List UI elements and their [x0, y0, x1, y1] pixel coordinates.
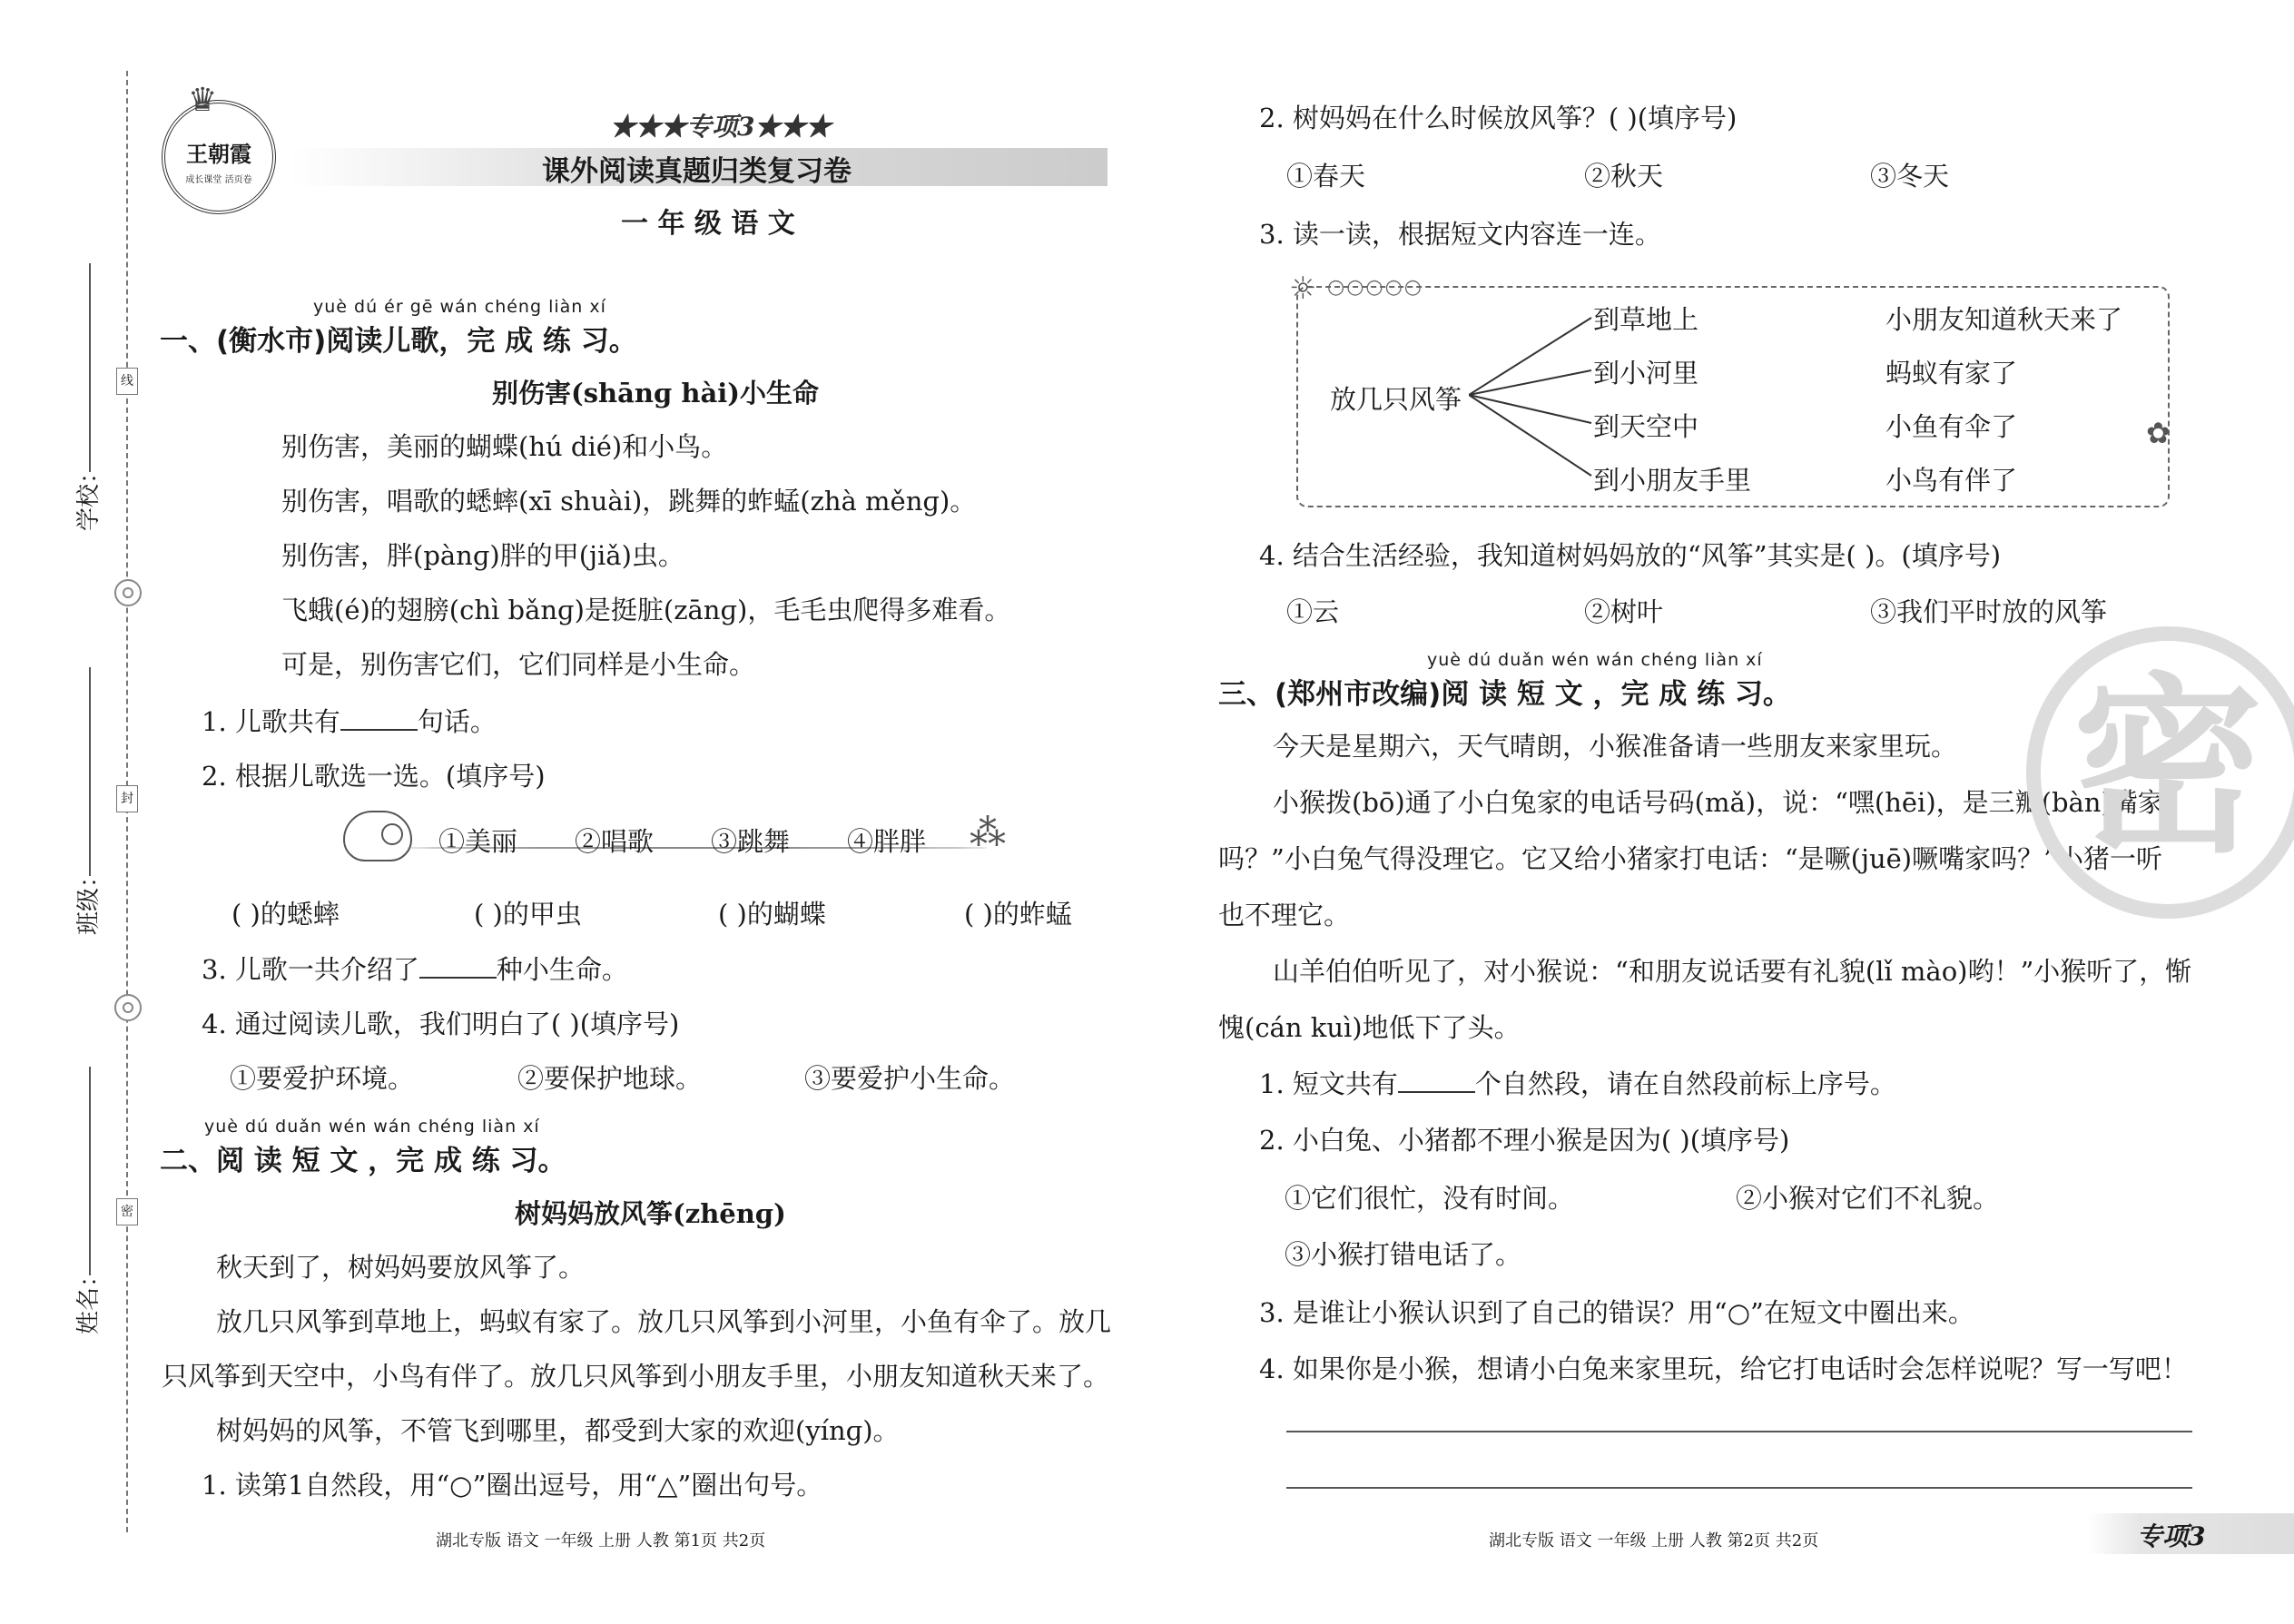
match-right-item[interactable]: 小鱼有伞了 [1885, 411, 2018, 442]
poem-line: 别伤害，美丽的蝴蝶(hú dié)和小鸟。 [281, 431, 728, 462]
question-2: 2. 小白兔、小猪都不理小猴是因为( )(填序号) [1259, 1125, 1790, 1156]
sun-icon: ☼ [1289, 271, 1317, 307]
question-2: 2. 根据儿歌选一选。(填序号) [202, 761, 546, 792]
question-1 [202, 702, 497, 739]
question-text: 3. 儿歌一共介绍了 [202, 954, 419, 985]
passage-paragraph: 也不理它。 [1218, 900, 1351, 930]
match-left-item[interactable]: 到草地上 [1593, 304, 1699, 335]
match-right-item[interactable]: 小鸟有伴了 [1885, 465, 2018, 496]
match-right-item[interactable]: 蚂蚁有家了 [1885, 358, 2018, 389]
option-item: ①云 [1286, 596, 1340, 627]
cloud-decoration: ○○○○○ [1327, 276, 1423, 299]
fill-item[interactable]: ( )的蝴蝶 [718, 899, 826, 930]
question-1 [1259, 1064, 1896, 1101]
class-label: 班级： [75, 863, 103, 935]
connector-lines [1469, 309, 1596, 481]
school-field[interactable] [89, 263, 91, 472]
answer-line[interactable] [1286, 1431, 2192, 1432]
sheep-icon [343, 811, 412, 861]
option-item: ③小猴打错电话了。 [1285, 1239, 1522, 1270]
question-text: 1. 短文共有 [1259, 1068, 1398, 1099]
answer-blank[interactable] [340, 729, 418, 731]
section1-heading: 一、(衡水市)阅读儿歌，完 成 练 习。 [160, 325, 637, 358]
flower-icon: ✿ [2146, 416, 2171, 450]
question-4: 4. 结合生活经验，我知道树妈妈放的“风筝”其实是( )。(填序号) [1259, 540, 2002, 571]
section-tag-label: 专项3 [2137, 1521, 2206, 1551]
passage-paragraph: 秋天到了，树妈妈要放风筝了。 [216, 1252, 586, 1283]
doc-subtitle: 一 年 级 语 文 [621, 208, 795, 240]
section3-heading: 三、(郑州市改编)阅 读 短 文 ，完 成 练 习。 [1218, 678, 1791, 711]
passage-paragraph: 树妈妈的风筝，不管飞到哪里，都受到大家的欢迎(yínɡ)。 [216, 1415, 900, 1446]
option-item: ①它们很忙，没有时间。 [1285, 1183, 1575, 1214]
option-item: ③跳舞 [711, 826, 791, 857]
option-item: ①要爱护环境。 [230, 1063, 415, 1094]
option-item: ②要保护地球。 [517, 1063, 703, 1094]
school-label: 学校： [75, 459, 103, 531]
footer-left: 湖北专版 语文 一年级 上册 人教 第1页 共2页 [436, 1531, 766, 1550]
margin-ornament [114, 994, 142, 1021]
poem-line: 别伤害，唱歌的蟋蟀(xī shuài)，跳舞的蚱蜢(zhà měnɡ)。 [281, 486, 977, 517]
passage-paragraph: 今天是星期六，天气晴朗，小猴准备请一些朋友来家里玩。 [1273, 731, 1958, 762]
passage-paragraph: 愧(cán kuì)地低下了头。 [1218, 1012, 1521, 1043]
passage-paragraph: 放几只风筝到草地上，蚂蚁有家了。放几只风筝到小河里，小鱼有伞了。放几 [216, 1306, 1112, 1337]
seal-tag-secret: 密 [116, 1198, 138, 1225]
question-text: 个自然段，请在自然段前标上序号。 [1474, 1068, 1896, 1099]
option-item: ①春天 [1286, 161, 1366, 192]
question-4: 4. 通过阅读儿歌，我们明白了( )(填序号) [202, 1009, 680, 1039]
question-text: 种小生命。 [496, 954, 628, 985]
question-1: 1. 读第1自然段，用“○”圈出逗号，用“△”圈出句号。 [202, 1470, 823, 1501]
match-right-item[interactable]: 小朋友知道秋天来了 [1885, 304, 2123, 335]
pinyin-annotation: yuè dú duǎn wén wán chéng liàn xí [1427, 650, 1763, 670]
question-3: 3. 读一读，根据短文内容连一连。 [1259, 219, 1661, 250]
question-text: 句话。 [417, 706, 497, 737]
question-3 [202, 950, 628, 987]
passage-paragraph: 山羊伯伯听见了，对小猴说：“和朋友说话要有礼貌(lǐ mào)哟！”小猴听了，惭 [1273, 956, 2192, 987]
answer-line[interactable] [1286, 1487, 2192, 1489]
option-strip [343, 811, 1026, 863]
option-item: ①美丽 [438, 826, 518, 857]
pinyin-annotation: yuè dú ér gē wán chéng liàn xí [313, 297, 606, 317]
footer-right: 湖北专版 语文 一年级 上册 人教 第2页 共2页 [1489, 1531, 1819, 1550]
margin-ornament [114, 579, 142, 606]
fill-item[interactable]: ( )的蚱蜢 [964, 899, 1072, 930]
section2-heading: 二、阅 读 短 文 ，完 成 练 习。 [160, 1145, 566, 1177]
answer-blank[interactable] [1398, 1091, 1475, 1093]
class-field[interactable] [89, 667, 91, 876]
match-center: 放几只风筝 [1330, 384, 1462, 415]
question-3: 3. 是谁让小猴认识到了自己的错误？用“○”在短文中圈出来。 [1259, 1297, 1974, 1328]
doc-title: 课外阅读真题归类复习卷 [542, 155, 852, 188]
match-left-item[interactable]: 到天空中 [1593, 411, 1699, 442]
option-item: ②树叶 [1584, 596, 1664, 627]
match-left-item[interactable]: 到小河里 [1593, 358, 1699, 389]
option-item: ②唱歌 [575, 826, 655, 857]
seal-tag-line: 线 [116, 368, 138, 395]
fill-item[interactable]: ( )的蟋蟀 [231, 899, 340, 930]
passage-paragraph: 小猴拨(bō)通了小白兔家的电话号码(mǎ)，说：“嘿(hēi)，是三瓣(bàn)嘴家 [1273, 787, 2164, 818]
logo-text: 王朝霞 [186, 141, 251, 167]
option-item: ③我们平时放的风筝 [1870, 596, 2108, 627]
passage-paragraph: 吗？”小白兔气得没理它。它又给小猪家打电话：“是噘(juē)噘嘴家吗？”小猪一听 [1218, 843, 2162, 874]
match-left-item[interactable]: 到小朋友手里 [1593, 465, 1752, 496]
passage-title: 树妈妈放风筝(zhēnɡ) [515, 1198, 786, 1229]
question-text: 1. 儿歌共有 [202, 706, 340, 737]
poem-line: 可是，别伤害它们，它们同样是小生命。 [281, 649, 756, 680]
seal-tag-seal: 封 [116, 785, 138, 812]
answer-blank[interactable] [419, 977, 497, 979]
pinyin-annotation: yuè dú duǎn wén wán chéng liàn xí [204, 1117, 540, 1137]
question-2: 2. 树妈妈在什么时候放风筝？( )(填序号) [1259, 103, 1738, 133]
passage-paragraph: 只风筝到天空中，小鸟有伴了。放几只风筝到小朋友手里，小朋友知道秋天来了。 [162, 1361, 1110, 1392]
option-item: ④胖胖 [847, 826, 927, 857]
poem-title: 别伤害(shānɡ hài)小生命 [492, 378, 819, 408]
fill-item[interactable]: ( )的甲虫 [474, 899, 582, 930]
option-item: ②小猴对它们不礼貌。 [1736, 1183, 2000, 1214]
question-4: 4. 如果你是小猴，想请小白兔来家里玩，给它打电话时会怎样说呢？写一写吧！ [1259, 1353, 2188, 1384]
poem-line: 别伤害，胖(pànɡ)胖的甲(jiǎ)虫。 [281, 540, 684, 571]
logo-subtext: 成长课堂 活页卷 [185, 175, 252, 185]
option-item: ③要爱护小生命。 [804, 1063, 1016, 1094]
grass-icon: ⁂ [970, 812, 1006, 854]
name-field[interactable] [89, 1067, 91, 1275]
stamp-character: 密 [2072, 656, 2263, 879]
crown-icon: ♛ [188, 82, 218, 119]
name-label: 姓名： [75, 1263, 103, 1334]
poem-line: 飞蛾(é)的翅膀(chì bǎnɡ)是挺脏(zānɡ)，毛毛虫爬得多难看。 [281, 595, 1011, 625]
option-item: ③冬天 [1870, 161, 1950, 192]
brand-logo [162, 100, 276, 214]
option-item: ②秋天 [1584, 161, 1664, 192]
secret-stamp [2026, 626, 2294, 919]
series-label: ★★★专项3★★★ [610, 112, 832, 142]
